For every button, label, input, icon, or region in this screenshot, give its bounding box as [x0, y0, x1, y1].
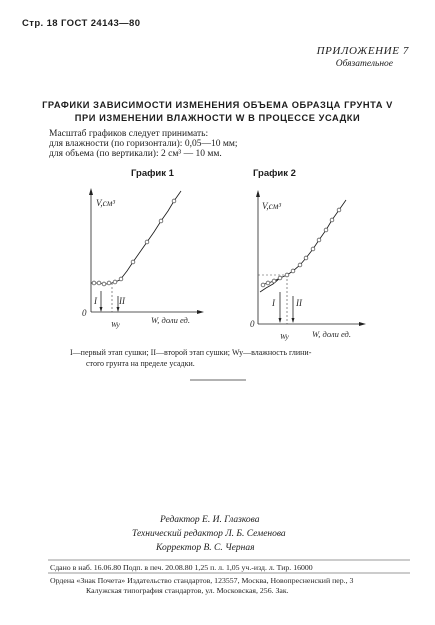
graph-2-x-label: W, доли ед. — [312, 329, 351, 339]
imprint-line-2: Ордена «Знак Почета» Издательство стандартов, 123557, Москва, Новопресненский пер., 3 — [50, 576, 354, 585]
heading-line-2: ПРИ ИЗМЕНЕНИИ ВЛАЖНОСТИ W В ПРОЦЕССЕ УСАДКИ — [74, 113, 361, 123]
scale-note-line-3: для объема (по вертикали): 2 см³ — 10 мм. — [49, 149, 222, 159]
graph-1-x-label: W, доли ед. — [151, 315, 190, 325]
caption-line-1: I—первый этап сушки; II—второй этап сушки; Wy—влажность глини- — [70, 348, 312, 357]
editor-line: Редактор Е. И. Глазкова — [160, 515, 260, 525]
caption-line-2: стого грунта на пределе усадки. — [86, 359, 195, 368]
graph-2-wy-label: Wy — [280, 332, 289, 341]
graph-1-y-label: V,см³ — [96, 198, 116, 208]
graph-2-origin: 0 — [250, 319, 255, 329]
appendix-subtitle: Обязательное — [335, 59, 393, 69]
scale-note-line-2: для влажности (по горизонтали): 0,05—10 мм; — [49, 139, 238, 149]
graph-1-origin: 0 — [82, 308, 87, 318]
imprint-line-1: Сдано в наб. 16.06.80 Подп. в печ. 20.08.80 1,25 п. л. 1,05 уч.-изд. л. Тир. 16000 — [50, 563, 313, 572]
graph-1-wy-label: Wy — [111, 320, 120, 329]
appendix-title: ПРИЛОЖЕНИЕ 7 — [316, 45, 409, 57]
graph-2-stage-1-label: I — [272, 298, 275, 308]
imprint-line-3: Калужская типография стандартов, ул. Московская, 256. Зак. — [86, 586, 289, 595]
graph-1-title: График 1 — [131, 168, 174, 179]
graph-1-stage-2-label: II — [119, 296, 125, 306]
scale-note-line-1: Масштаб графиков следует принимать: — [49, 129, 209, 139]
corrector-line: Корректор В. С. Черная — [156, 543, 255, 553]
graph-2-stage-2-label: II — [296, 298, 302, 308]
page-header: Стр. 18 ГОСТ 24143—80 — [22, 18, 141, 29]
graph-1-stage-1-label: I — [94, 296, 97, 306]
graph-2-title: График 2 — [253, 168, 296, 179]
heading-line-1: ГРАФИКИ ЗАВИСИМОСТИ ИЗМЕНЕНИЯ ОБЪЕМА ОБРАЗЦА ГРУНТА V — [42, 100, 393, 110]
tech-editor-line: Технический редактор Л. Б. Семенова — [132, 529, 286, 539]
graph-2-y-label: V,см³ — [262, 201, 282, 211]
